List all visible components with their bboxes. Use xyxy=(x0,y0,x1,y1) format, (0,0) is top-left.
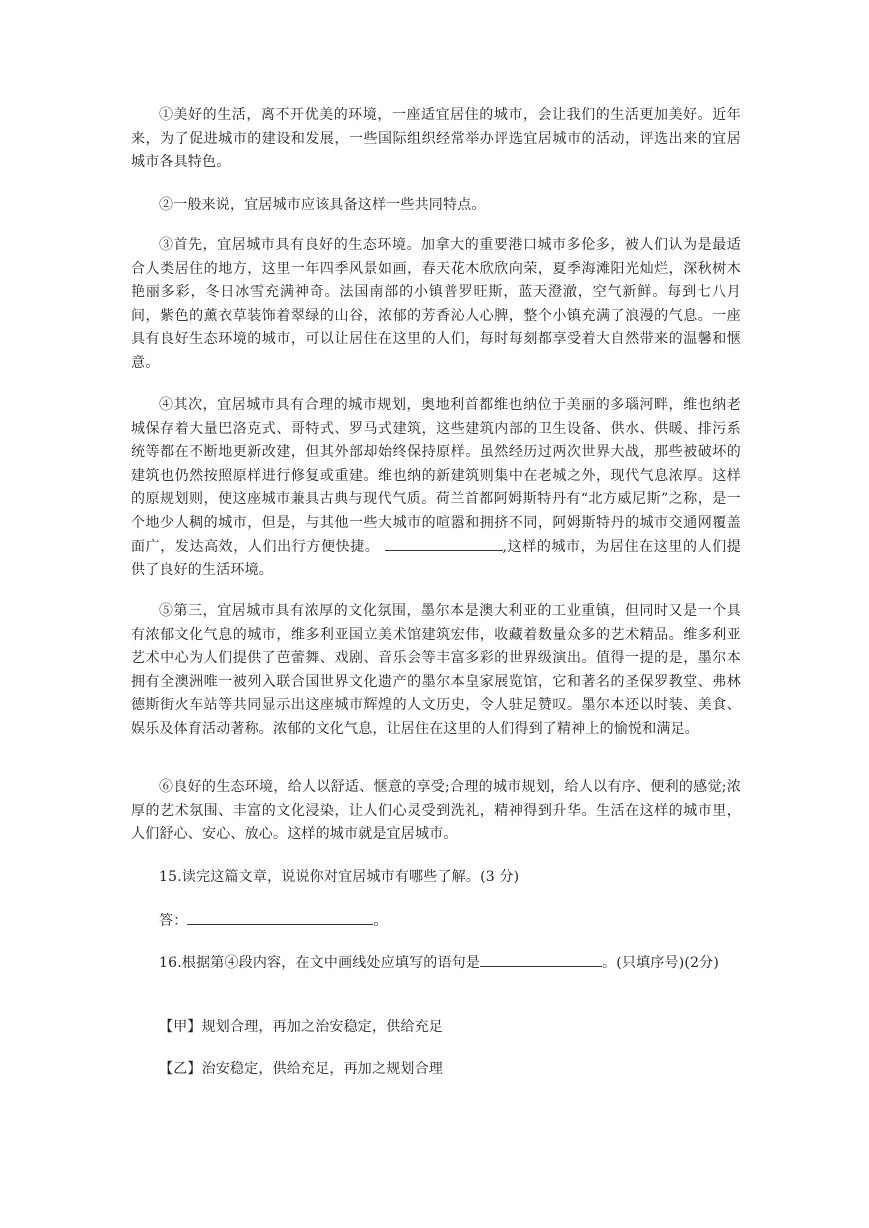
paragraph-4-text-before-blank: ④其次，宜居城市具有合理的城市规划，奥地利首都维也纳位于美丽的多瑙河畔，维也纳老城保存着大量巴洛克式、哥特式、罗马式建筑，这些建筑内部的卫生设备、供水、供暖、排污系统等都在不断地更新改建，但其外部却始终保持原样。虽然经历过两次世界大战，那些被破坏的建筑也仍然按照原样进行修复或重建。维也纳的新建筑则集中在老城之外，现代气息浓厚。这样的原规划则，使这座城市兼具古典与现代气质。荷兰首都阿姆斯特丹有“北方威尼斯”之称，是一个地少人稠的城市，但是，与其他一些大城市的喧嚣和拥挤不同，阿姆斯特丹的城市交通网覆盖面广，发达高效，人们出行方便快捷。 xyxy=(131,397,741,555)
answer-input-line[interactable] xyxy=(187,910,373,925)
paragraph-1: ①美好的生活，离不开优美的环境，一座适宜居住的城市，会让我们的生活更加美好。近年来，为了促进城市的建设和发展，一些国际组织经常举办评选宜居城市的活动，评选出来的宜居城市各具特色。 xyxy=(131,107,741,171)
option-jia: 【甲】规划合理，再加之治安稳定，供给充足 xyxy=(159,1019,443,1035)
paragraph-4 xyxy=(131,394,741,583)
paragraph-6: ⑥良好的生态环境，给人以舒适、惬意的享受;合理的城市规划，给人以有序、便利的感觉;浓厚的艺术氛围、丰富的文化浸染，让人们心灵受到洗礼，精神得到升华。生活在这样的城市里，人们舒心、安心、放心。这样的城市就是宜居城市。 xyxy=(131,779,741,843)
option-yi: 【乙】治安稳定，供给充足，再加之规划合理 xyxy=(159,1061,443,1077)
paragraph-5: ⑤第三，宜居城市具有浓厚的文化氛围，墨尔本是澳大利亚的工业重镇，但同时又是一个具有浓郁文化气息的城市，维多利亚国立美术馆建筑宏伟，收藏着数量众多的艺术精品。维多利亚艺术中心为人们提供了芭蕾舞、戏剧、音乐会等丰富多彩的世界级演出。值得一提的是，墨尔本拥有全澳洲唯一被列入联合国世界文化遗产的墨尔本皇家展览馆，它和著名的圣保罗教堂、弗林德斯街火车站等共同显示出这座城市辉煌的人文历史，令人驻足赞叹。墨尔本还以时装、美食、娱乐及体育活动著称。浓郁的文化气息，让居住在这里的人们得到了精神上的愉悦和满足。 xyxy=(131,603,741,737)
answer-label: 答： xyxy=(159,913,188,929)
question-16 xyxy=(131,952,741,976)
question-16-answer-line[interactable] xyxy=(480,952,602,967)
paragraph-3: ③首先，宜居城市具有良好的生态环境。加拿大的重要港口城市多伦多，被人们认为是最适合人类居住的地方，这里一年四季风景如画，春天花木欣欣向荣，夏季海滩阳光灿烂，深秋树木艳丽多彩，冬日冰雪充满神奇。法国南部的小镇普罗旺斯，蓝天澄澈，空气新鲜。每到七八月间，紫色的薰衣草装饰着翠绿的山谷，浓郁的芳香沁人心脾，整个小镇充满了浪漫的气息。一座具有良好生态环境的城市，可以让居住在这里的人们，每时每刻都享受着大自然带来的温馨和惬意。 xyxy=(131,237,741,371)
paragraph-2: ②一般来说，宜居城市应该具备这样一些共同特点。 xyxy=(159,197,486,213)
question-15-answer xyxy=(131,910,741,934)
question-16-text-before-blank: 16.根据第④段内容，在文中画线处应填写的语句是 xyxy=(159,955,481,971)
question-15: 15.读完这篇文章，说说你对宜居城市有哪些了解。(3 分) xyxy=(159,869,520,885)
fill-in-blank-line[interactable] xyxy=(385,536,503,551)
paragraph-4-text-after-blank: ,这样的城市，为居住在这里的人们提供了良好的生活环境。 xyxy=(131,538,742,579)
answer-end-mark: 。 xyxy=(373,913,388,929)
question-16-text-after-blank: 。(只填序号)(2分) xyxy=(602,955,720,971)
